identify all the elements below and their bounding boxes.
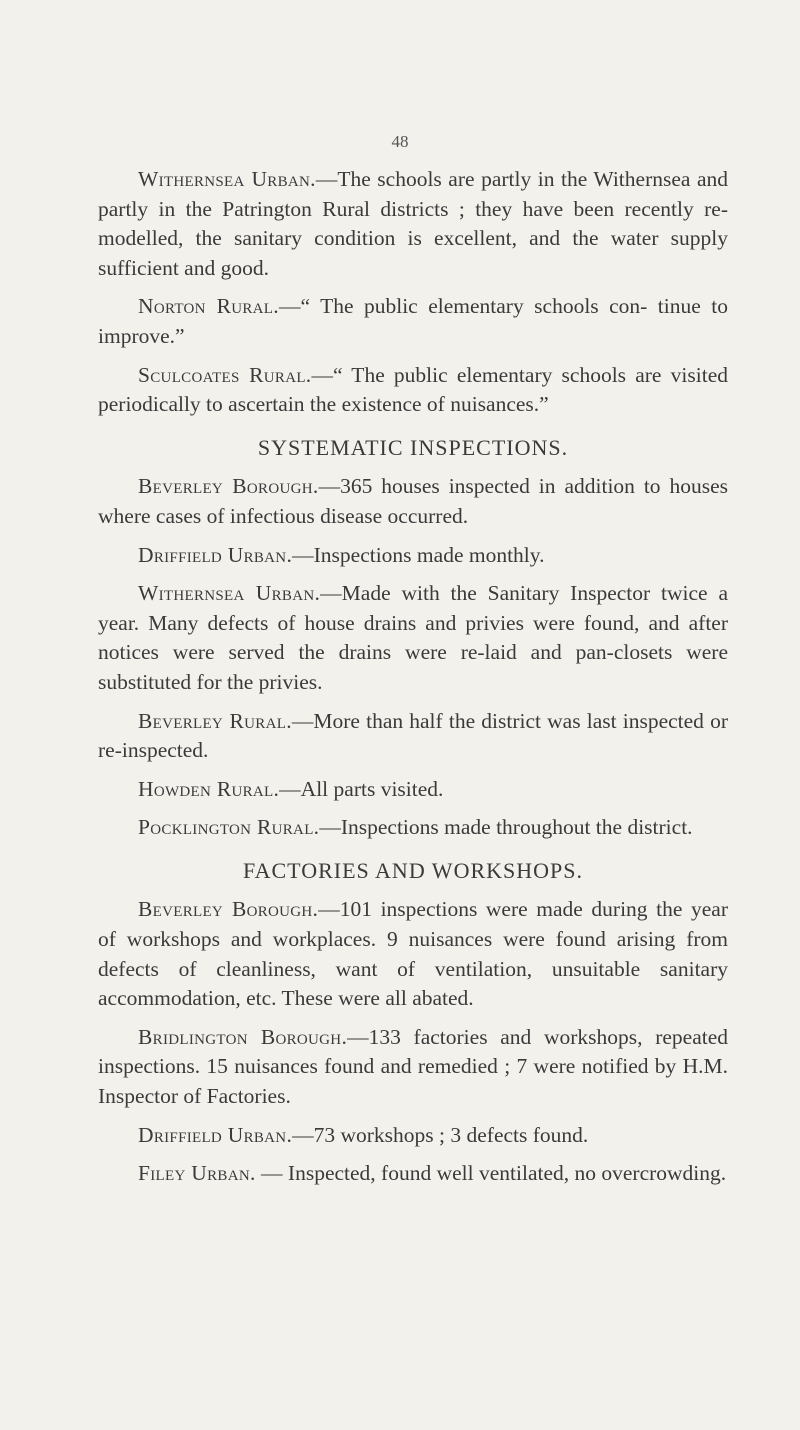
paragraph-text: —101 inspections were made during the year of workshops and workplaces. 9 nuisances were found arising from defects of cleanliness, want of ventilation, unsuitable sanitary accommodation, etc. These were all abated.	[98, 897, 728, 1011]
paragraph-pocklington-rural	[98, 813, 728, 843]
paragraph-text: —73 workshops ; 3 defects found.	[292, 1122, 589, 1147]
document-body	[98, 165, 728, 1198]
paragraph-howden-rural	[98, 775, 728, 805]
paragraph-driffield-urban-workshops	[98, 1121, 728, 1151]
place-name: Pocklington Rural.	[138, 815, 320, 840]
paragraph-text: —More than half the district was last inspected or re-inspected.	[98, 708, 728, 763]
place-name: Filey Urban.	[138, 1161, 256, 1186]
paragraph-text: —133 factories and workshops, repeated inspections. 15 nuisances found and remedied ; 7 were notified by H.M. Inspector of Factories.	[98, 1024, 729, 1109]
place-name: Driffield Urban.	[138, 542, 293, 567]
paragraph-norton-rural	[98, 292, 728, 351]
paragraph-text: —365 houses inspected in addition to houses where cases of infectious disease occurred.	[98, 474, 729, 528]
paragraph-text: — Inspected, found well ventilated, no overcrowding.	[255, 1161, 727, 1186]
place-name: Withernsea Urban.	[138, 581, 321, 606]
paragraph-text: —All parts visited.	[279, 776, 444, 801]
place-name: Beverley Borough.	[138, 474, 319, 499]
paragraph-text: —Inspections made throughout the district.	[319, 815, 693, 840]
place-name: Beverley Rural.	[138, 708, 292, 733]
place-name: Howden Rural.	[138, 776, 280, 801]
place-name: Norton Rural.	[138, 294, 279, 319]
paragraph-driffield-urban-inspections	[98, 541, 728, 571]
section-heading-systematic-inspections: SYSTEMATIC INSPECTIONS.	[257, 434, 569, 460]
paragraph-text: —“ The public elementary schools con- tinue to improve.”	[98, 294, 728, 348]
section-heading-factories-workshops: FACTORIES AND WORKSHOPS.	[242, 857, 583, 883]
place-name: Sculcoates Rural.	[138, 362, 312, 387]
place-name: Beverley Borough.	[138, 897, 319, 922]
place-name: Bridlington Borough.	[138, 1024, 348, 1049]
paragraph-beverley-rural	[98, 707, 728, 766]
paragraph-text: —Inspections made monthly.	[292, 542, 545, 567]
place-name: Withernsea Urban.	[138, 167, 316, 191]
paragraph-filey-urban	[98, 1159, 728, 1189]
paragraph-withernsea-urban-inspections	[98, 579, 728, 697]
paragraph-beverley-borough-inspections	[98, 472, 728, 531]
paragraph-beverley-borough-factories	[98, 895, 728, 1013]
place-name: Driffield Urban.	[138, 1122, 293, 1147]
page-number: 48	[391, 132, 409, 151]
paragraph-text: —Made with the Sanitary Inspector twice a year. Many defects of house drains and privies were found, and after notices were served the drains were re-laid and pan-closets were substituted for the privies.	[98, 581, 728, 694]
paragraph-sculcoates-rural	[98, 361, 728, 420]
paragraph-text: —“ The public elementary schools are visited periodically to ascertain the existence of nuisances.”	[98, 362, 728, 417]
paragraph-withernsea-urban-schools	[98, 165, 728, 283]
paragraph-bridlington-borough	[98, 1023, 728, 1112]
paragraph-text: —The schools are partly in the Withernsea and partly in the Patrington Rural districts ; they have been recently re-modelled, the sanitary condition is excellent, and the water supply sufficient and good.	[98, 167, 729, 280]
